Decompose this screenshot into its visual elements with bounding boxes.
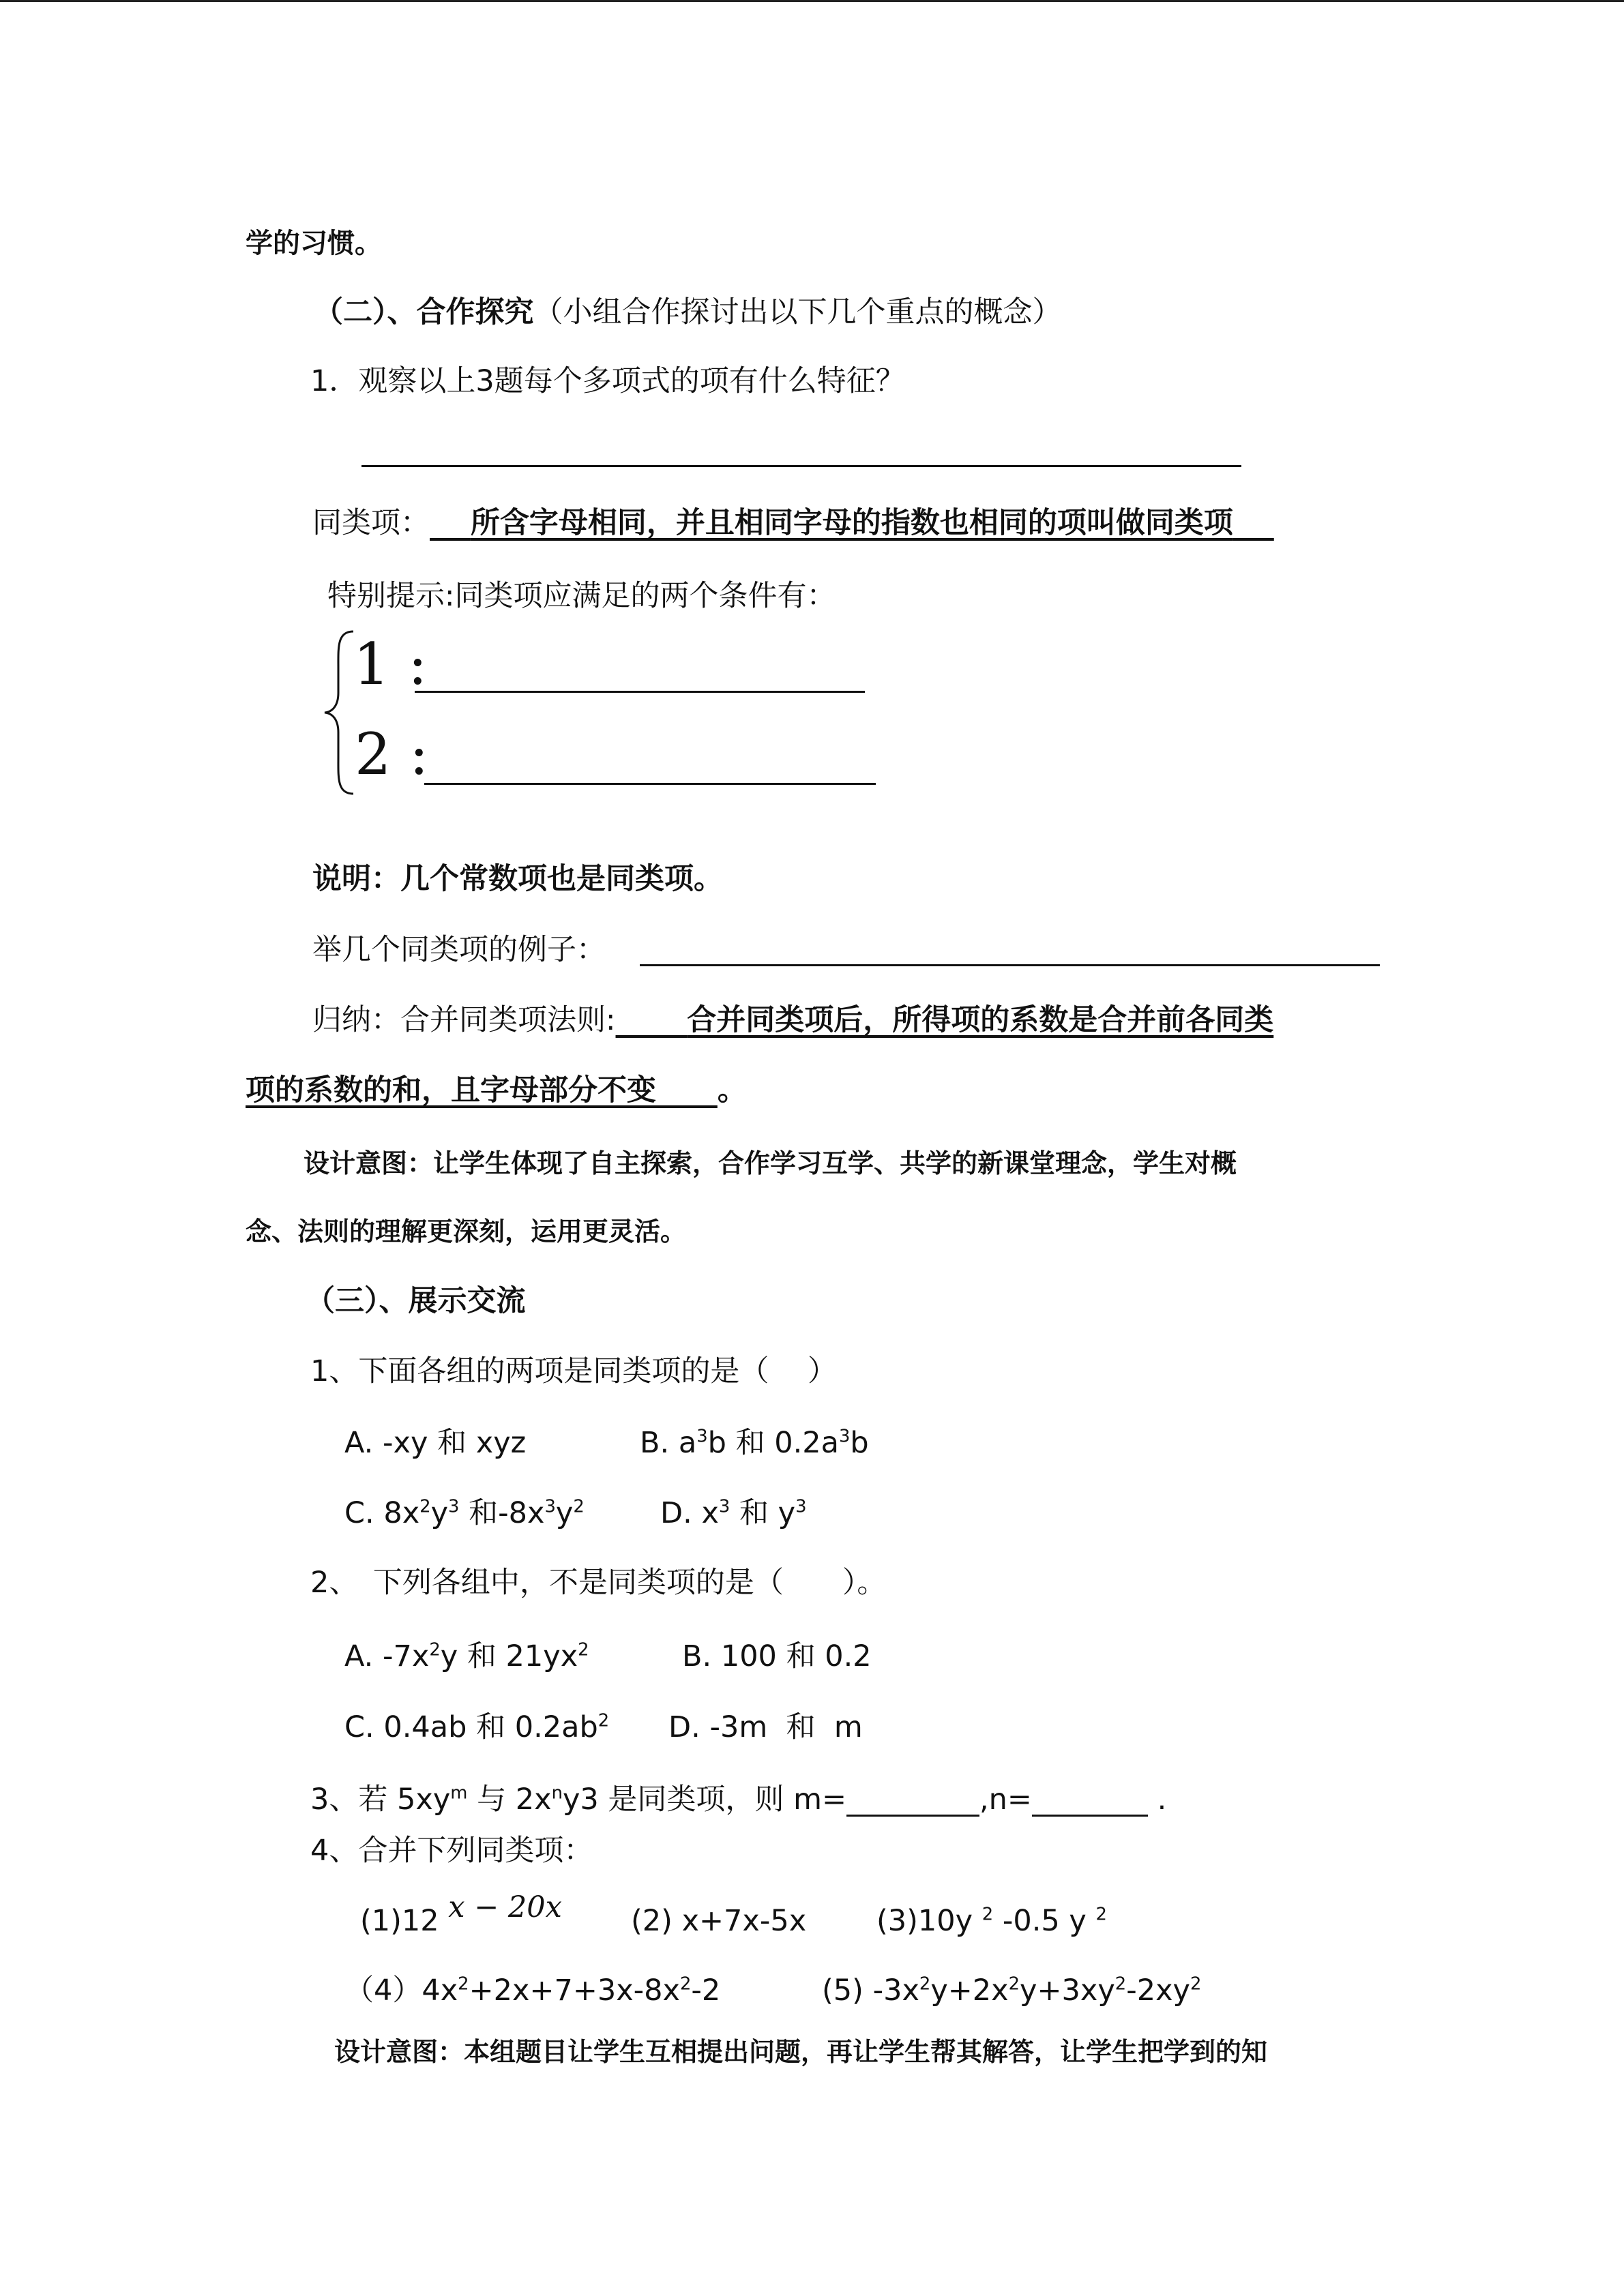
rule-part-1: 合并同类项后，所得项的系数是合并前各同类: [687, 1003, 1274, 1037]
q1-option-a: A. -xy 和 xyz: [344, 1426, 527, 1460]
similar-term-text: [430, 506, 1274, 540]
design-intent-1-line2: 念、法则的理解更深刻，运用更灵活。: [246, 1217, 687, 1247]
q4-item-2: (2) x+7x-5x: [631, 1904, 807, 1938]
similar-term-definition: [312, 506, 1274, 540]
q1-observe: 1．观察以上3题每个多项式的项有什么特征？: [310, 364, 905, 398]
q2-option-d: D. -3m 和 m: [668, 1710, 863, 1744]
rule-text-2: [246, 1073, 718, 1107]
rule-end: 。: [717, 1073, 747, 1107]
q3-end: .: [1147, 1783, 1167, 1817]
condition-1-blank[interactable]: [415, 691, 865, 693]
q3-exponent: 3、若 $5xy^m$ 与 $2x^ny3$ 是同类项，则 m= ,n= .: [310, 1783, 1167, 1817]
similar-term-def: 所含字母相同，并且相同字母的指数也相同的项叫做同类项: [470, 506, 1233, 540]
rule-text-1: [616, 1003, 1274, 1037]
section3-title: （三）、展示交流: [306, 1284, 526, 1318]
similar-term-label: 同类项：: [312, 506, 430, 540]
design-intent-2: 设计意图：本组题目让学生互相提出问题，再让学生帮其解答，让学生把学到的知: [334, 2037, 1268, 2067]
q1-option-d: D. $x^3$ 和 $y^3$: [660, 1496, 807, 1530]
top-fragment: 学的习惯。: [246, 228, 382, 259]
q3-prefix: 3、若 5xy: [310, 1783, 451, 1817]
constant-note: 说明：几个常数项也是同类项。: [312, 862, 723, 896]
answer-blank-1[interactable]: [361, 465, 1241, 467]
condition-2-blank[interactable]: [424, 783, 876, 785]
q4-item-1: (1)12 x − 20x: [360, 1890, 562, 1938]
examples-blank[interactable]: [640, 964, 1380, 966]
q4-item-5: (5) $-3x^2y+2x^2y+3xy^2-2xy^2$: [822, 1973, 1202, 2008]
q4-combine: 4、合并下列同类项：: [310, 1834, 593, 1868]
q3-mid: 与 2x: [467, 1783, 552, 1817]
q3-n-blank[interactable]: [1032, 1785, 1148, 1817]
q3-mid2: y3 是同类项，则 m=: [562, 1783, 846, 1817]
rule-line-1: [312, 1003, 1274, 1037]
page-top-border: [0, 0, 1624, 2]
q2-option-a: A. $-7x^2y$ 和 $21yx^2$: [344, 1639, 589, 1673]
q3-n-label: ,n=: [979, 1783, 1032, 1817]
design-intent-1-line1: 设计意图：让学生体现了自主探索，合作学习互学、共学的新课堂理念，学生对概: [304, 1148, 1237, 1178]
rule-line-2: [246, 1073, 747, 1107]
section2-title-text: （二）、合作探究: [314, 295, 534, 329]
q4-item-4: $(4)4x^2+2x+7+3x-8x^2-2$: [344, 1973, 721, 2008]
condition-1-label: 1 :: [353, 631, 428, 698]
q2-option-b: B. 100 和 0.2: [682, 1639, 872, 1673]
q1-same-type: 1、下面各组的两项是同类项的是（ ）: [310, 1354, 838, 1388]
section2-title-note: （小组合作探讨出以下几个重点的概念）: [533, 295, 1062, 329]
rule-label: 归纳：合并同类项法则:: [312, 1003, 616, 1037]
q1-option-c: C. $8x^2y^3$ 和$-8x^3y^2$: [344, 1496, 585, 1530]
rule-part-2: 项的系数的和，且字母部分不变: [246, 1073, 656, 1107]
q1-option-b: B. $a^3b$ 和 $0.2a^3b$: [640, 1426, 869, 1460]
q3-m-blank[interactable]: [846, 1785, 979, 1817]
q2-option-c: C. 0.4ab 和 $0.2ab^2$: [344, 1710, 610, 1744]
special-hint: 特别提示:同类项应满足的两个条件有：: [327, 579, 836, 613]
section2-title: [314, 295, 1062, 329]
q4-item-3: (3)10y $^2$ -0.5 y $^2$: [876, 1904, 1107, 1938]
q2-not-same-type: 2、 下列各组中，不是同类项的是（ ）。: [310, 1566, 887, 1600]
examples-prompt: 举几个同类项的例子：: [312, 933, 606, 967]
condition-2-label: 2 :: [355, 721, 429, 788]
